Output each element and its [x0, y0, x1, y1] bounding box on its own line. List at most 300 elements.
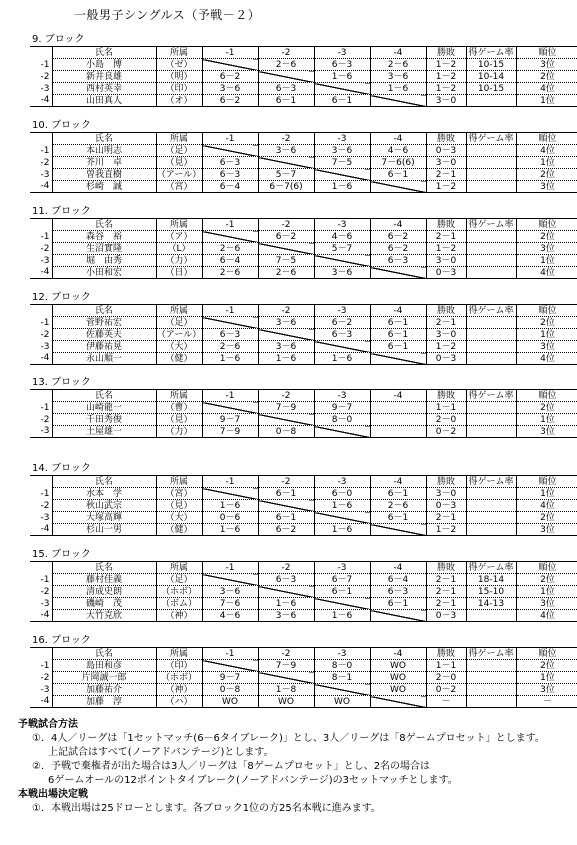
- win-loss: 3－0: [426, 95, 466, 107]
- win-loss: 2－1: [426, 598, 466, 610]
- win-loss: 3－0: [426, 157, 466, 169]
- player-number: -2: [40, 157, 50, 168]
- score-vs-1: 6－2: [202, 95, 258, 107]
- player-name: 伊藤祐晃: [52, 341, 156, 353]
- score-vs-4: 6－1: [370, 341, 426, 353]
- game-rate: [466, 317, 516, 329]
- self-match-cell: [258, 157, 314, 169]
- self-match-cell: [370, 181, 426, 193]
- score-vs-3: 6－3: [314, 329, 370, 341]
- results-table: [30, 389, 577, 438]
- player-affiliation: （宮）: [156, 488, 202, 500]
- score-vs-1: 7－6: [202, 598, 258, 610]
- table-row: [30, 660, 577, 672]
- column-header: -1: [202, 562, 258, 574]
- score-vs-2: 2－6: [258, 59, 314, 71]
- score-vs-3: 8－0: [314, 660, 370, 672]
- score-vs-3: 1－6: [314, 181, 370, 193]
- win-loss: 2－1: [426, 586, 466, 598]
- header-row: [30, 219, 577, 231]
- results-table: [30, 647, 577, 708]
- win-loss: 1－2: [426, 181, 466, 193]
- player-number: -4: [30, 696, 52, 708]
- player-affiliation: （印）: [156, 660, 202, 672]
- score-vs-1: 4－6: [202, 610, 258, 622]
- player-affiliation: （L）: [156, 243, 202, 255]
- score-vs-1: 0－6: [202, 512, 258, 524]
- score-vs-4: 6－1: [370, 317, 426, 329]
- score-vs-2: 1－6: [258, 353, 314, 365]
- player-number: -2: [40, 71, 50, 82]
- self-match-cell: [370, 696, 426, 708]
- table-row: [30, 696, 577, 708]
- note-1b: 上記試合はすべて(ノーアドバンテージ)とします。: [48, 747, 274, 758]
- column-header: 所属: [156, 47, 202, 59]
- self-match-cell: [314, 83, 370, 95]
- column-header: 勝敗: [426, 133, 466, 145]
- score-vs-3: 8－1: [314, 672, 370, 684]
- table-row: [30, 524, 577, 536]
- rank: －: [516, 696, 577, 708]
- player-affiliation: （足）: [156, 145, 202, 157]
- results-table: [30, 304, 577, 365]
- game-rate: [466, 231, 516, 243]
- self-match-cell: [202, 488, 258, 500]
- score-vs-2: 6－3: [258, 574, 314, 586]
- header-row: [30, 305, 577, 317]
- column-header: 順位: [516, 305, 577, 317]
- player-name: 永山順一: [52, 353, 156, 365]
- self-match-cell: [258, 672, 314, 684]
- table-row: [30, 402, 577, 414]
- score-vs-2: 6－7(6): [258, 181, 314, 193]
- player-affiliation: （ホボ）: [156, 586, 202, 598]
- player-number: -3: [30, 426, 52, 438]
- self-match-cell: [314, 255, 370, 267]
- column-header: 順位: [516, 133, 577, 145]
- self-match-cell: [202, 231, 258, 243]
- block-title: 14. ブロック: [32, 463, 91, 474]
- column-header: -3: [314, 219, 370, 231]
- table-row: [30, 488, 577, 500]
- header-row: [30, 390, 577, 402]
- game-rate: [466, 524, 516, 536]
- rank: 4位: [516, 83, 577, 95]
- table-row: [30, 83, 577, 95]
- player-name: 小田和宏: [52, 267, 156, 279]
- results-table: [30, 561, 577, 622]
- player-number: -4: [30, 610, 52, 622]
- note-1: ①．4人／リーグは「1セットマッチ(6－6タイブレーク)」とし、3人／リーグは「8ゲームプロセット」とします。: [32, 733, 545, 744]
- score-vs-4: WO: [370, 660, 426, 672]
- block-title: 9. ブロック: [32, 34, 85, 45]
- player-name: 大塚高輝: [52, 512, 156, 524]
- player-number: -4: [30, 267, 52, 279]
- player-affiliation: （健）: [156, 353, 202, 365]
- score-vs-3: WO: [314, 696, 370, 708]
- column-header: -1: [202, 476, 258, 488]
- rank: 3位: [516, 181, 577, 193]
- player-name: 大竹克欣: [52, 610, 156, 622]
- table-row: [30, 574, 577, 586]
- column-header: 順位: [516, 648, 577, 660]
- player-name: 堀 由秀: [52, 255, 156, 267]
- player-number: -2: [40, 586, 50, 597]
- rank: 1位: [516, 157, 577, 169]
- table-row: [30, 243, 577, 255]
- player-number: -3: [40, 598, 50, 609]
- score-vs-2: 0－8: [258, 426, 314, 438]
- player-affiliation: （曹）: [156, 402, 202, 414]
- rank: 3位: [516, 243, 577, 255]
- score-vs-2: 6－1: [258, 488, 314, 500]
- table-row: [30, 684, 577, 696]
- player-name: 小島 博: [52, 59, 156, 71]
- score-vs-4: 7－6(6): [370, 157, 426, 169]
- game-rate: [466, 610, 516, 622]
- player-name: 新井良雄: [52, 71, 156, 83]
- column-header: -4: [370, 47, 426, 59]
- header-row: [30, 476, 577, 488]
- self-match-cell: [202, 574, 258, 586]
- header-spacer: [30, 562, 52, 574]
- notes-heading-main: 本戦出場決定戦: [18, 789, 88, 800]
- score-vs-4: 6－1: [370, 598, 426, 610]
- rank: 2位: [516, 231, 577, 243]
- page-title: 一般男子シングルス（予戦－２）: [74, 8, 261, 22]
- player-affiliation: （神）: [156, 684, 202, 696]
- column-header: -4: [370, 219, 426, 231]
- score-vs-1: 6－3: [202, 329, 258, 341]
- column-header: 勝敗: [426, 390, 466, 402]
- score-vs-4: 6－2: [370, 243, 426, 255]
- self-match-cell: [314, 341, 370, 353]
- results-table: [30, 132, 577, 193]
- score-vs-1: 3－6: [202, 83, 258, 95]
- score-vs-1: 6－3: [202, 157, 258, 169]
- win-loss: 1－1: [426, 660, 466, 672]
- win-loss: 2－0: [426, 672, 466, 684]
- rank: 4位: [516, 500, 577, 512]
- win-loss: 0－3: [426, 145, 466, 157]
- win-loss: 3－0: [426, 329, 466, 341]
- column-header: 順位: [516, 562, 577, 574]
- column-header: 所属: [156, 562, 202, 574]
- column-header: 氏名: [52, 562, 156, 574]
- results-table: [30, 475, 577, 536]
- rank: 4位: [516, 267, 577, 279]
- score-vs-3: 1－6: [314, 610, 370, 622]
- game-rate: [466, 341, 516, 353]
- player-number: -2: [40, 329, 50, 340]
- player-affiliation: （宮）: [156, 181, 202, 193]
- player-name: 島田和彦: [52, 660, 156, 672]
- column-header: 氏名: [52, 305, 156, 317]
- rank: 1位: [516, 672, 577, 684]
- header-row: [30, 47, 577, 59]
- header-row: [30, 562, 577, 574]
- column-header: 順位: [516, 390, 577, 402]
- column-header: -4: [370, 476, 426, 488]
- player-number: -3: [40, 341, 50, 352]
- score-vs-2: 7－9: [258, 660, 314, 672]
- player-number: -1: [40, 231, 50, 242]
- self-match-cell: [202, 145, 258, 157]
- score-vs-2: 3－6: [258, 341, 314, 353]
- player-affiliation: （健）: [156, 524, 202, 536]
- self-match-cell: [202, 660, 258, 672]
- table-row: [30, 353, 577, 365]
- player-affiliation: （見）: [156, 414, 202, 426]
- column-header: -2: [258, 648, 314, 660]
- header-row: [30, 648, 577, 660]
- column-header: -1: [202, 133, 258, 145]
- score-vs-3: 1－6: [314, 71, 370, 83]
- player-number: -3: [40, 255, 50, 266]
- player-affiliation: （足）: [156, 317, 202, 329]
- column-header: -3: [314, 476, 370, 488]
- player-affiliation: （見）: [156, 157, 202, 169]
- score-vs-3: 1－6: [314, 353, 370, 365]
- table-row: [30, 500, 577, 512]
- score-vs-4: 6－4: [370, 574, 426, 586]
- column-header: 得ゲーム率: [466, 476, 516, 488]
- score-vs-4: 6－3: [370, 255, 426, 267]
- player-affiliation: （印）: [156, 83, 202, 95]
- block-title: 16. ブロック: [32, 635, 91, 646]
- results-table: [30, 218, 577, 279]
- game-rate: [466, 672, 516, 684]
- player-affiliation: （大）: [156, 341, 202, 353]
- score-vs-4: [370, 414, 426, 426]
- rank: 4位: [516, 353, 577, 365]
- player-affiliation: （力）: [156, 255, 202, 267]
- column-header: -3: [314, 390, 370, 402]
- player-name: 生沼實隆: [52, 243, 156, 255]
- rank: 1位: [516, 586, 577, 598]
- block-title: 12. ブロック: [32, 292, 91, 303]
- score-vs-3: 7－5: [314, 157, 370, 169]
- score-vs-2: 6－3: [258, 83, 314, 95]
- player-name: 芥川 卓: [52, 157, 156, 169]
- score-vs-2: 1－8: [258, 684, 314, 696]
- player-affiliation: （大）: [156, 512, 202, 524]
- score-vs-4: 2－6: [370, 59, 426, 71]
- score-vs-4: WO: [370, 672, 426, 684]
- game-rate: [466, 426, 516, 438]
- player-number: -3: [40, 169, 50, 180]
- score-vs-4: [370, 426, 426, 438]
- column-header: 氏名: [52, 133, 156, 145]
- player-affiliation: （ゼ）: [156, 59, 202, 71]
- rank: 2位: [516, 660, 577, 672]
- win-loss: 0－3: [426, 267, 466, 279]
- game-rate: 18-14: [466, 574, 516, 586]
- player-name: 杉山一男: [52, 524, 156, 536]
- column-header: -1: [202, 390, 258, 402]
- table-row: [30, 71, 577, 83]
- player-name: 水本 学: [52, 488, 156, 500]
- score-vs-3: 1－6: [314, 524, 370, 536]
- player-name: 秋山武宗: [52, 500, 156, 512]
- score-vs-1: 0－8: [202, 684, 258, 696]
- player-number: -2: [40, 243, 50, 254]
- self-match-cell: [258, 586, 314, 598]
- table-row: [30, 341, 577, 353]
- player-affiliation: （ハ）: [156, 696, 202, 708]
- player-affiliation: （ア）: [156, 231, 202, 243]
- self-match-cell: [314, 684, 370, 696]
- table-row: [30, 426, 577, 438]
- score-vs-1: 2－6: [202, 267, 258, 279]
- game-rate: [466, 660, 516, 672]
- win-loss: 0－3: [426, 500, 466, 512]
- column-header: -2: [258, 476, 314, 488]
- column-header: -2: [258, 562, 314, 574]
- player-affiliation: （足）: [156, 574, 202, 586]
- player-name: 千田秀俊: [52, 414, 156, 426]
- player-name: 曽我直樹: [52, 169, 156, 181]
- rank: 3位: [516, 426, 577, 438]
- table-row: [30, 512, 577, 524]
- game-rate: [466, 684, 516, 696]
- column-header: 勝敗: [426, 648, 466, 660]
- column-header: -2: [258, 219, 314, 231]
- score-vs-2: 1－6: [258, 598, 314, 610]
- score-vs-3: 3－6: [314, 267, 370, 279]
- game-rate: [466, 169, 516, 181]
- player-number: -2: [40, 414, 50, 425]
- score-vs-3: 6－1: [314, 95, 370, 107]
- player-name: 佐藤英夫: [52, 329, 156, 341]
- game-rate: [466, 267, 516, 279]
- table-row: [30, 59, 577, 71]
- score-vs-2: 5－7: [258, 169, 314, 181]
- score-vs-2: 7－9: [258, 402, 314, 414]
- player-name: 山崎龍一: [52, 402, 156, 414]
- header-spacer: [30, 47, 52, 59]
- win-loss: 3－0: [426, 255, 466, 267]
- win-loss: 2－1: [426, 169, 466, 181]
- column-header: 順位: [516, 476, 577, 488]
- column-header: 氏名: [52, 219, 156, 231]
- score-vs-1: 1－6: [202, 524, 258, 536]
- game-rate: 10-14: [466, 71, 516, 83]
- table-row: [30, 181, 577, 193]
- score-vs-2: 3－6: [258, 145, 314, 157]
- player-affiliation: （ボム）: [156, 598, 202, 610]
- game-rate: [466, 353, 516, 365]
- rank: 2位: [516, 71, 577, 83]
- score-vs-2: 3－6: [258, 317, 314, 329]
- self-match-cell: [370, 524, 426, 536]
- column-header: 氏名: [52, 476, 156, 488]
- player-number: -2: [40, 500, 50, 511]
- score-vs-3: 4－6: [314, 231, 370, 243]
- player-number: -1: [40, 660, 50, 671]
- score-vs-1: 3－6: [202, 586, 258, 598]
- win-loss: 3－0: [426, 488, 466, 500]
- score-vs-4: 2－6: [370, 500, 426, 512]
- self-match-cell: [202, 402, 258, 414]
- column-header: -3: [314, 133, 370, 145]
- player-number: -2: [40, 672, 50, 683]
- player-number: -4: [30, 353, 52, 365]
- player-number: -3: [40, 512, 50, 523]
- block-title: 11. ブロック: [32, 206, 91, 217]
- table-row: [30, 157, 577, 169]
- player-number: -1: [40, 59, 50, 70]
- score-vs-3: 6－3: [314, 59, 370, 71]
- score-vs-1: 2－6: [202, 243, 258, 255]
- player-number: -1: [40, 574, 50, 585]
- win-loss: 1－2: [426, 59, 466, 71]
- win-loss: 1－2: [426, 71, 466, 83]
- player-number: -4: [30, 181, 52, 193]
- player-name: 西村英幸: [52, 83, 156, 95]
- game-rate: [466, 414, 516, 426]
- player-number: -1: [40, 488, 50, 499]
- column-header: -2: [258, 133, 314, 145]
- score-vs-1: 9－7: [202, 414, 258, 426]
- rank: 2位: [516, 169, 577, 181]
- score-vs-2: WO: [258, 696, 314, 708]
- column-header: -3: [314, 562, 370, 574]
- player-number: -1: [40, 145, 50, 156]
- self-match-cell: [370, 95, 426, 107]
- score-vs-3: 6－1: [314, 586, 370, 598]
- table-row: [30, 267, 577, 279]
- self-match-cell: [258, 329, 314, 341]
- table-row: [30, 317, 577, 329]
- column-header: 得ゲーム率: [466, 562, 516, 574]
- self-match-cell: [370, 610, 426, 622]
- rank: 3位: [516, 341, 577, 353]
- block-title: 15. ブロック: [32, 549, 91, 560]
- column-header: 所属: [156, 133, 202, 145]
- header-spacer: [30, 133, 52, 145]
- table-row: [30, 598, 577, 610]
- win-loss: 0－2: [426, 426, 466, 438]
- win-loss: 1－1: [426, 402, 466, 414]
- score-vs-2: 7－5: [258, 255, 314, 267]
- player-name: 清成史朗: [52, 586, 156, 598]
- column-header: 得ゲーム率: [466, 305, 516, 317]
- table-row: [30, 329, 577, 341]
- score-vs-1: 6－2: [202, 71, 258, 83]
- game-rate: [466, 512, 516, 524]
- score-vs-4: 4－6: [370, 145, 426, 157]
- player-name: 加藤祐介: [52, 684, 156, 696]
- player-name: 杉崎 誠: [52, 181, 156, 193]
- player-name: 山田真人: [52, 95, 156, 107]
- rank: 2位: [516, 512, 577, 524]
- player-affiliation: （オ）: [156, 95, 202, 107]
- rank: 3位: [516, 598, 577, 610]
- win-loss: 2－1: [426, 231, 466, 243]
- column-header: 所属: [156, 476, 202, 488]
- column-header: 氏名: [52, 47, 156, 59]
- column-header: 所属: [156, 305, 202, 317]
- table-row: [30, 95, 577, 107]
- column-header: 氏名: [52, 648, 156, 660]
- column-header: 順位: [516, 219, 577, 231]
- game-rate: [466, 243, 516, 255]
- table-row: [30, 169, 577, 181]
- win-loss: 2－0: [426, 414, 466, 426]
- column-header: -4: [370, 648, 426, 660]
- rank: 1位: [516, 488, 577, 500]
